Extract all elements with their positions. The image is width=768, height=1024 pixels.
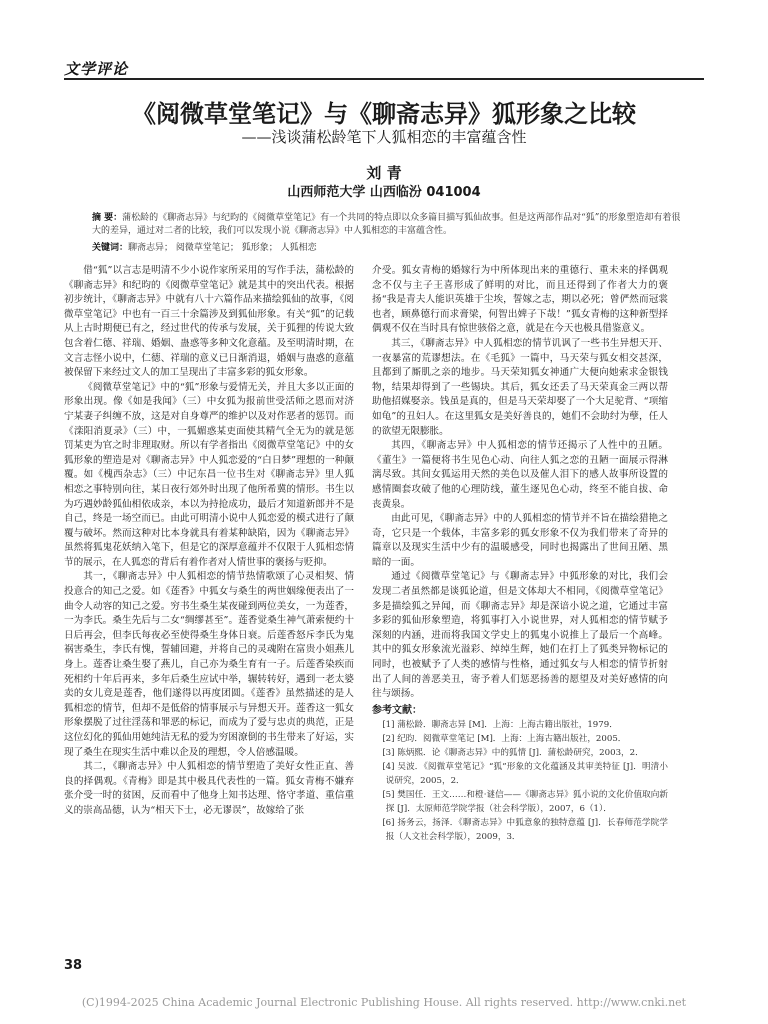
body-paragraph: 其四，《聊斋志异》中人狐相恋的情节还揭示了人性中的丑陋。《董生》一篇便将书生见色心动、向往人狐之恋的丑陋一面展示得淋漓尽致。其间女狐运用天然的美色以及催人泪下的感人故事所设置的感情圈套攻破了他的心理防线，董生逐见色心动，终至不能自拔、命丧黄泉。 (372, 440, 668, 510)
body-paragraph: 通过《阅微草堂笔记》与《聊斋志异》中狐形象的对比，我们会发现二者虽然都是谈狐论道，但是文体却大不相同，《阅微草堂笔记》多是描绘狐之异闻，而《聊斋志异》却是深谙小说之道，它通过丰富多彩的狐仙形象塑造，将狐事打入小说世界，对人狐相恋的情节赋予深刻的内涵，进而将我国文学史上的狐鬼小说推上了最后一个高峰。其中的狐女形象流光溢彩、绰绰生辉，她们在打上了狐类异物标记的同时，也被赋予了人类的感情与性格，通过狐女与人相恋的情节折射出了人间的善恶美丑，寄予着人们惩恶扬善的愿望及对美好感情的向往与颂扬。 (372, 571, 668, 700)
reference-item: [2] 纪昀．阅微草堂笔记 [M]．上海：上海古籍出版社，2005． (382, 734, 627, 745)
reference-item: [5] 樊国任．王文……和橙·谜信——《聊斋志异》狐小说的文化价值取向新探 [J]．太原师范学院学报（社会科学版），2007，6（1）． (382, 790, 668, 815)
body-right-column (372, 264, 668, 844)
body-left-column (64, 264, 354, 819)
abstract (92, 212, 682, 238)
body-paragraph: 其一，《聊斋志异》中人狐相恋的情节热情歌颂了心灵相契、情投意合的知己之爱。如《莲香》中狐女与桑生的两世姻缘便表出了一曲令人动容的知己之爱。穷书生桑生某夜碰到两位美女，一为莲香，一为李氏。桑生先后与二女“绸缪甚至”。莲香觉桑生神气萧索便约十日后再会，但李氏每夜必至使得桑生身体日衰。后莲香怒斥李氏为鬼祸害桑生，李氏有愧，誓辅回避，并将自己的灵魂附在富贵小姐燕儿身上。莲香让桑生娶了燕儿，自己亦为桑生育有一子。后莲香染疾而死相约十年后再来，多年后桑生应试中举，辗转转好，遇到一老太婆卖的女儿竟是莲香，他们遂得以再度团圆。《莲香》虽然描述的是人狐相恋的情节，但却不是低俗的情事展示与异想天开。莲香这一狐女形象摆脱了过往淫荡和罪恶的标记，而成为了爱与忠贞的典范，正是这位幻化的狐仙用她纯洁无私的爱为穷困潦倒的书生带来了好运，实现了桑生在现实生活中难以企及的理想，令人倍感温暖。 (64, 571, 354, 758)
author-affiliation: 山西师范大学 山西临汾 041004 (287, 185, 481, 200)
body-paragraph: 其三，《聊斋志异》中人狐相恋的情节讥讽了一些书生异想天开、一夜暴富的荒谬想法。在《毛狐》一篇中，马天荣与狐女相交甚深，且都到了厮肌之亲的地步。马天荣知狐女神通广大便向她索求金银钱物，结果却得到了一些锡块。其后，狐女还丢了马天荣真金三两以帮助他招媒娶亲。钱虽是真的，但是马天荣却娶了一个大足驼背、“项缩如龟”的丑妇人。在这里狐女是美好善良的，她们不会助纣为孽，任人的欲望无限膨胀。 (372, 337, 668, 437)
article-title: 《阅微草堂笔记》与《聊斋志异》狐形象之比较 (132, 99, 636, 128)
article-subtitle: ——浅谈蒲松龄笔下人狐相恋的丰富蕴含性 (241, 128, 527, 146)
body-paragraph: 介受。狐女青梅的婚嫁行为中所体现出来的重德行、重未来的择偶观念不仅与主子王喜形成了鲜明的对比，而且还得到了作者大力的褒扬“我是青夫人能识英雄于尘埃，誓嫁之志，期以必死；曾俨然而冠裳也者，顾鼻德行而求膏梁，何智出婢子下哉！”狐女青梅的这种新型择偶观不仅在当时具有惊世骇俗之意，就是在今天也极具借鉴意义。 (372, 265, 668, 335)
reference-item: [4] 吴波．《阅微草堂笔记》“狐”形象的文化蕴涵及其审美特征 [J]．明清小说研究，2005，2． (382, 762, 668, 787)
body-paragraph: 由此可见，《聊斋志异》中的人狐相恋的情节并不旨在描绘猎艳之奇，它只是一个载体，丰富多彩的狐女形象不仅为我们带来了奇异的篇章以及现实生活中少有的温暖感受，同时也揭露出了世间丑陋、黑暗的一面。 (372, 513, 668, 568)
column-tag: 文学评论 (64, 60, 129, 78)
reference-item: [1] 蒲松龄．聊斋志异 [M]．上海：上海古籍出版社，1979． (382, 720, 618, 731)
keywords-text: 聊斋志异； 阅微草堂笔记； 狐形象； 人狐相恋 (128, 243, 317, 253)
body-paragraph: 其二，《聊斋志异》中人狐相恋的情节塑造了美好女性正直、善良的择偶观。《青梅》即是其中极具代表性的一篇。狐女青梅不嫌弃张介受一时的贫困，反而看中了他身上知书达理、恪守孝道、重信重义的崇高品德，认为“相天下士，必无谬误”，故嫁给了张 (64, 761, 354, 816)
body-paragraph: 借“狐”以言志是明清不少小说作家所采用的写作手法，蒲松龄的《聊斋志异》和纪昀的《阅微草堂笔记》就是其中的突出代表。根据初步统计，《聊斋志异》中就有八十六篇作品来描绘狐仙的故事，《阅微草堂笔记》中也有一百三十余篇涉及到狐仙形象。有关“狐”的记载从上古时期便已有之，经过世代的传承与发展，关于狐狸的传说大致包含着仁德、祥瑞、婚姻、蛊惑等多种文化意蕴。及至明清时期，在文言志怪小说中，仁德、祥瑞的意义已日渐消退，婚姻与蛊惑的意蕴被保留下来经过文人的加工呈现出了丰富多彩的狐女形象。 (64, 265, 354, 379)
keywords-label: 关键词： (92, 243, 129, 253)
abstract-label: 摘 要： (92, 213, 123, 223)
body-paragraph: 《阅微草堂笔记》中的“狐”形象与爱情无关，并且大多以正面的形象出现。像《如是我闻》（三）中女狐为报前世受活师之恩而对济宁某妻子纠缠不放，这是对自身尊严的维护以及对作恶者的惩罚。而《滦阳消夏录》（三）中，一狐媚惑某吏面使其精气全无为的就是惩罚某吏为官之时非理取财。所以有学者指出《阅微草堂笔记》中的女狐形象的塑造是对《聊斋志异》中人狐恋爱的“白日梦”理想的一种颠覆。如《槐西杂志》（三）中记东昌一位书生对《聊斋志异》里人狐相恋之事特别向往，某日夜行郊外时出现了他所希冀的情形。书生以为巧遇妙龄狐仙相依成亲，本以为持抢成功，最后才知道新郎并不是自己，终是一场空而已。由此可明清小说中人狐恋爱的模式进行了颠覆与破坏。然而这种对比本身就具有着某种缺陷，因为《聊斋志异》虽然将狐鬼花妖纳入笔下，但是它的深厚意蕴并不仅限于人狐相恋情节的展示，在人狐恋的背后有着作者对人情世事的褒扬与贬抑。 (64, 381, 354, 568)
header-rule (64, 78, 704, 80)
reference-item: [6] 扬务云，扬泽．《聊斋志异》中狐意象的独特意蕴 [J]．长春师范学院学报（人文社会科学版），2009，3． (382, 818, 668, 843)
reference-item: [3] 陈炳熙．论《聊斋志异》中的狐情 [J]．蒲松龄研究，2003，2． (382, 748, 644, 759)
abstract-text: 蒲松龄的《聊斋志异》与纪昀的《阅微草堂笔记》有一个共同的特点即以众多篇目描写狐仙故事。但是这两部作品对“狐”的形象塑造却有着很大的差异，通过对二者的比较，我们可以发现小说《聊斋志异》中人狐相恋的丰富蕴含性。 (92, 213, 681, 236)
author-name: 刘 青 (366, 164, 402, 182)
page-number: 38 (64, 958, 83, 973)
references-heading: 参考文献： (372, 704, 422, 716)
copyright-footer: (C)1994-2025 China Academic Journal Electronic Publishing House. All rights reserved. http://www.cnki.net (81, 996, 687, 1009)
keywords (92, 242, 682, 255)
